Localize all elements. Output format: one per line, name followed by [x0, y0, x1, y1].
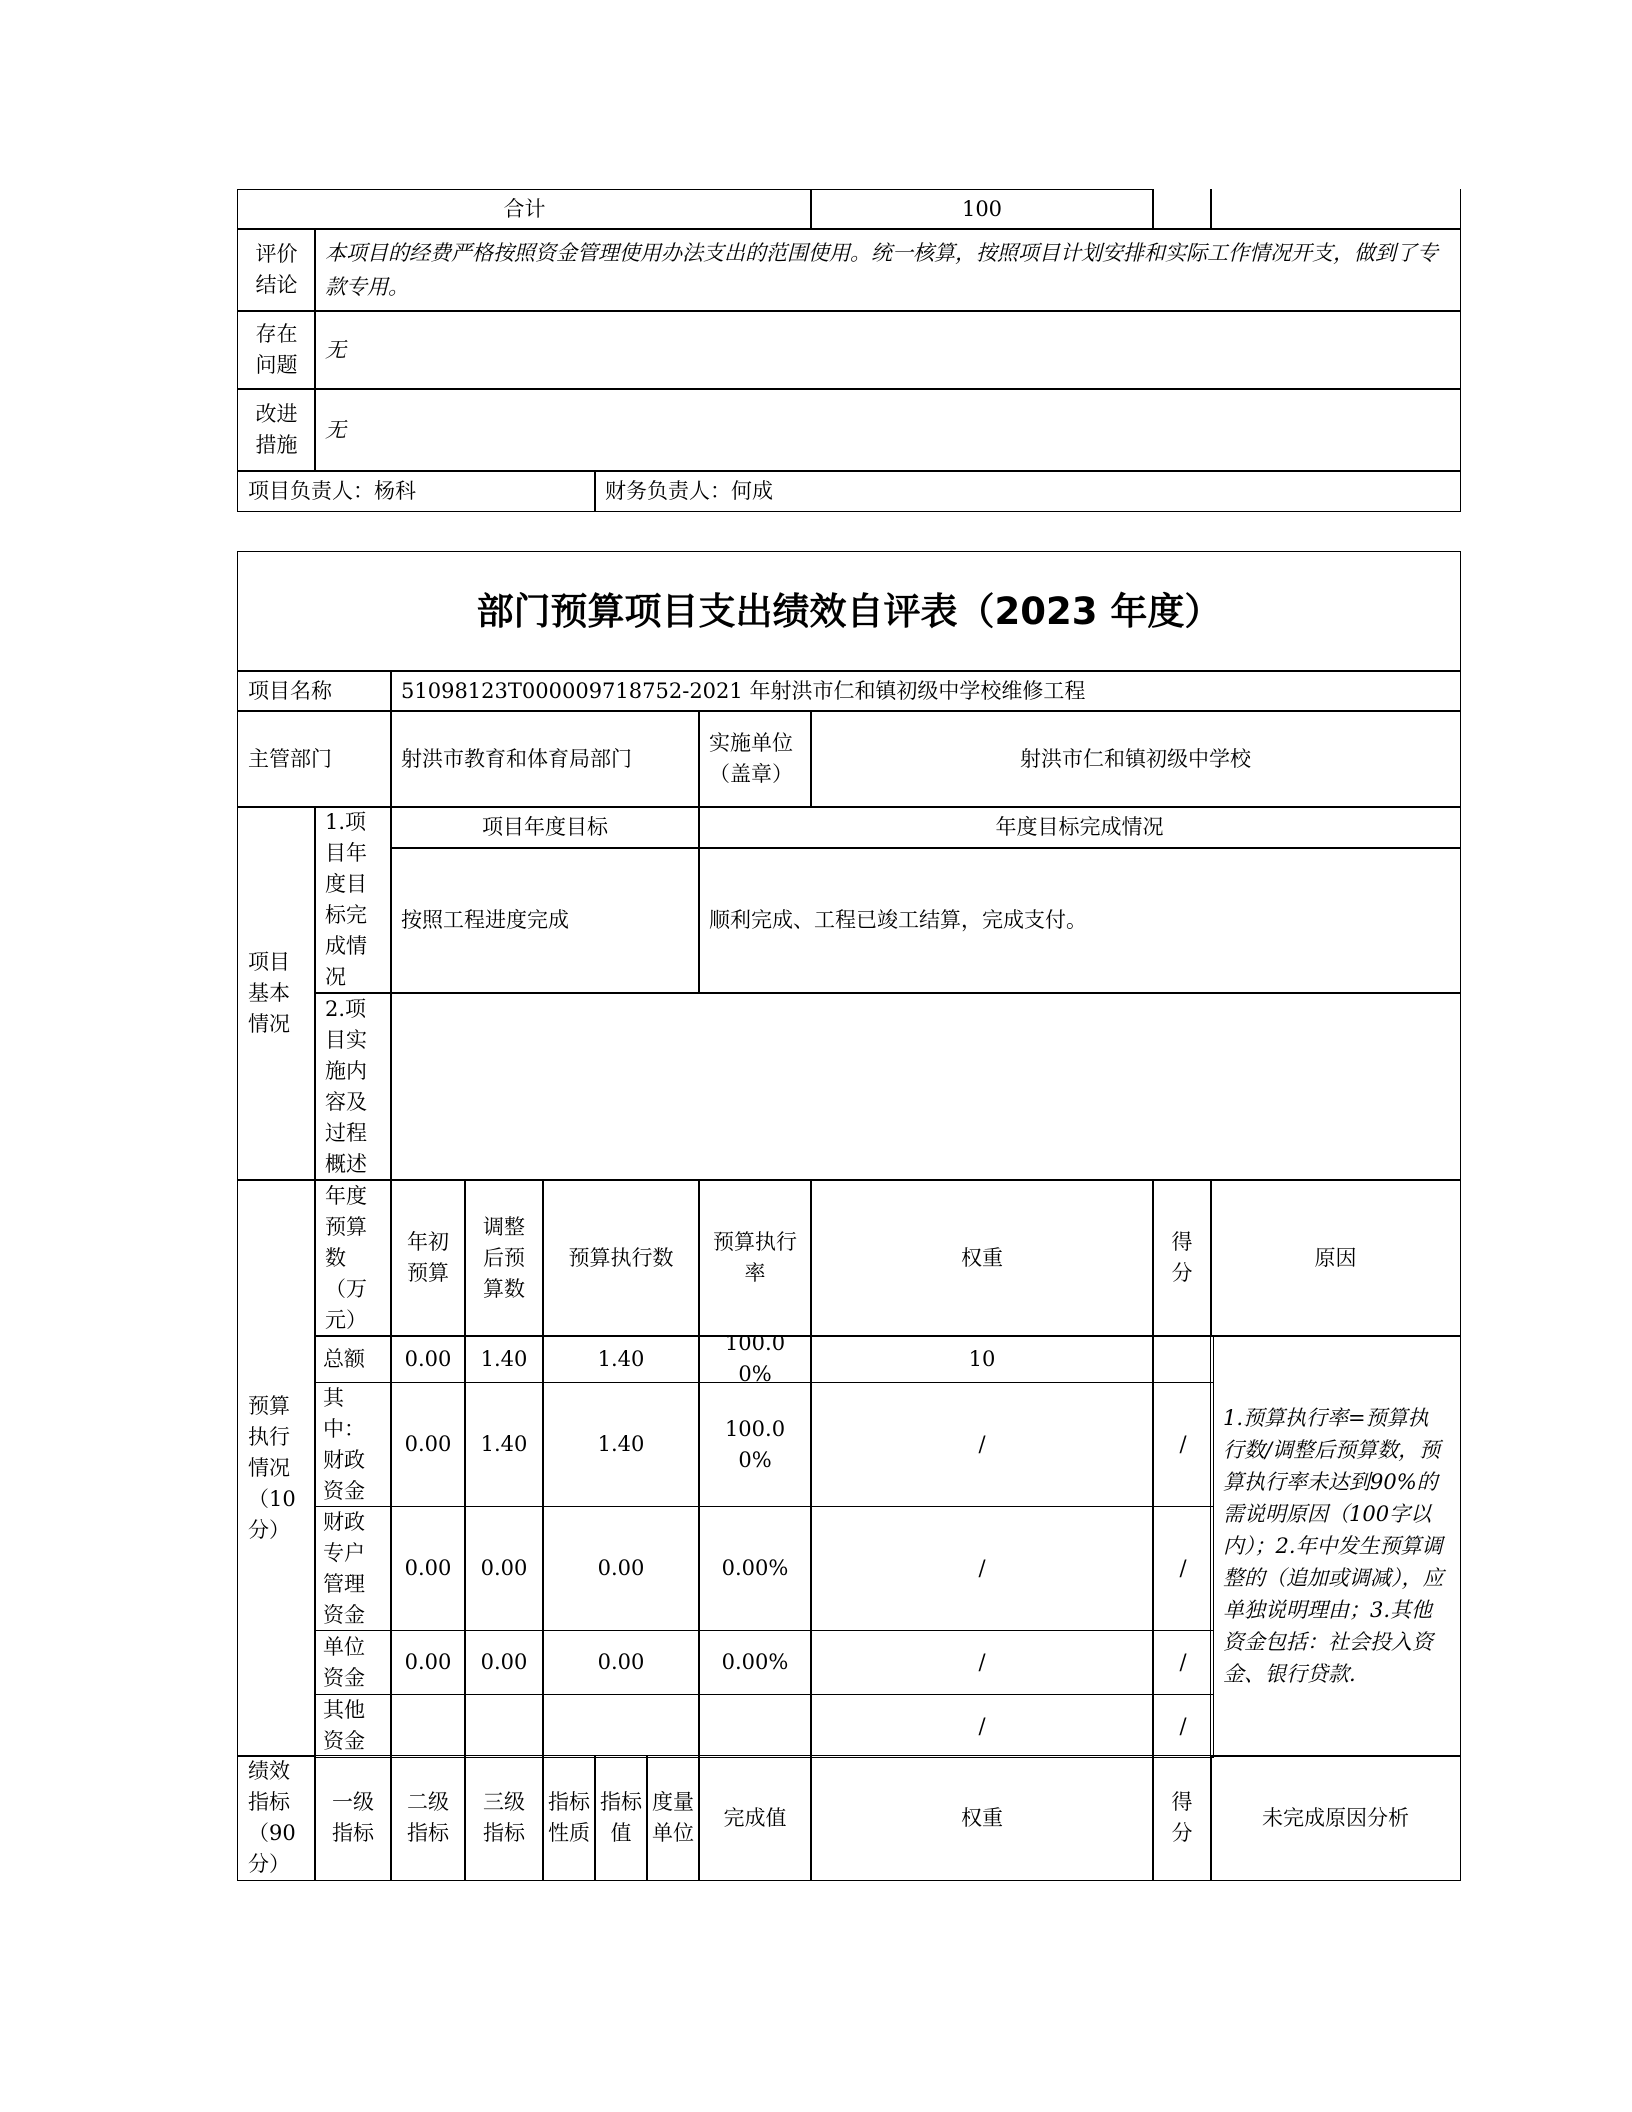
budget-cell-score: /: [1152, 1694, 1214, 1758]
budget-cell-executed: 0.00: [542, 1506, 700, 1631]
budget-cell-weight: /: [810, 1382, 1154, 1507]
perf-header-score: 得分: [1152, 1755, 1212, 1881]
budget-cell-adjusted: 0.00: [464, 1630, 544, 1695]
budget-label: 预算执行情况（10分）: [237, 1179, 316, 1757]
budget-cell-adjusted: 0.00: [464, 1506, 544, 1631]
process-label: 2.项目实施内容及过程概述: [314, 992, 392, 1181]
perf-header-actual: 完成值: [698, 1755, 812, 1881]
budget-cell-initial: 0.00: [390, 1630, 466, 1695]
evaluation-label: 评价结论: [237, 228, 316, 312]
completion-header: 年度目标完成情况: [698, 806, 1461, 849]
budget-cell-adjusted: [464, 1694, 544, 1758]
budget-cell-initial: 0.00: [390, 1382, 466, 1507]
budget-header-annual: 年度预算数（万元）: [314, 1179, 392, 1337]
perf-header-level1: 一级指标: [314, 1755, 392, 1881]
budget-header-adjusted: 调整后预算数: [464, 1179, 544, 1337]
form-title: 部门预算项目支出绩效自评表（2023 年度）: [237, 551, 1461, 672]
project-name-label: 项目名称: [237, 670, 392, 712]
goal-text: 按照工程进度完成: [390, 847, 700, 994]
budget-header-initial: 年初预算: [390, 1179, 466, 1337]
budget-cell-executed: 1.40: [542, 1335, 700, 1383]
completion-text: 顺利完成、工程已竣工结算，完成支付。: [698, 847, 1461, 994]
budget-header-weight: 权重: [810, 1179, 1154, 1337]
goal-section-label: 1.项目年度目标完成情况: [314, 806, 392, 994]
budget-cell-weight: /: [810, 1630, 1154, 1695]
evaluation-text: 本项目的经费严格按照资金管理使用办法支出的范围使用。统一核算，按照项目计划安排和实际工作情况开支，做到了专款专用。: [314, 228, 1461, 312]
perf-label: 绩效指标（90分）: [237, 1755, 316, 1881]
unit: 射洪市仁和镇初级中学校: [810, 710, 1461, 808]
budget-cell-rate: 100.00%: [698, 1382, 812, 1507]
improve-text: 无: [314, 388, 1461, 472]
process-text: [390, 992, 1461, 1181]
dept-label: 主管部门: [237, 710, 392, 808]
budget-cell-score: [1152, 1335, 1214, 1383]
budget-cell-row-label: 财政专户管理资金: [314, 1506, 392, 1631]
budget-cell-weight: /: [810, 1694, 1154, 1758]
budget-cell-row-label: 单位资金: [314, 1630, 392, 1695]
budget-cell-initial: 0.00: [390, 1335, 466, 1383]
perf-header-level2: 二级指标: [390, 1755, 466, 1881]
basic-label: 项目基本情况: [237, 806, 316, 1181]
budget-note: 1.预算执行率=预算执行数/调整后预算数，预算执行率未达到90%的需说明原因（100字以内）；2.年中发生预算调整的（追加或调减），应单独说明理由；3.其他资金包括：社会投入资金、银行贷款.: [1210, 1335, 1461, 1757]
finance-lead: 财务负责人：何成: [594, 470, 1461, 512]
budget-header-rate: 预算执行率: [698, 1179, 812, 1337]
budget-cell-executed: [542, 1694, 700, 1758]
perf-header-weight: 权重: [810, 1755, 1154, 1881]
budget-cell-weight: 10: [810, 1335, 1154, 1383]
unit-label: 实施单位（盖章）: [698, 710, 812, 808]
project-lead: 项目负责人：杨科: [237, 470, 596, 512]
issues-label: 存在问题: [237, 310, 316, 390]
issues-text: 无: [314, 310, 1461, 390]
budget-cell-row-label: 其中：财政资金: [314, 1382, 392, 1507]
budget-header-score: 得分: [1152, 1179, 1212, 1337]
budget-cell-score: /: [1152, 1506, 1214, 1631]
improve-label: 改进措施: [237, 388, 316, 472]
budget-header-executed: 预算执行数: [542, 1179, 700, 1337]
budget-cell-rate: 0.00%: [698, 1630, 812, 1695]
total-reason-cell: [1210, 189, 1461, 230]
perf-header-value: 指标值: [594, 1755, 648, 1881]
budget-cell-score: /: [1152, 1630, 1214, 1695]
budget-header-reason: 原因: [1210, 1179, 1461, 1337]
total-score-cell: [1152, 189, 1212, 230]
budget-cell-adjusted: 1.40: [464, 1335, 544, 1383]
project-name: 51098123T000009718752-2021 年射洪市仁和镇初级中学校维修工程: [390, 670, 1461, 712]
dept: 射洪市教育和体育局部门: [390, 710, 700, 808]
perf-header-nature: 指标性质: [542, 1755, 596, 1881]
budget-cell-executed: 0.00: [542, 1630, 700, 1695]
perf-header-level3: 三级指标: [464, 1755, 544, 1881]
goal-header: 项目年度目标: [390, 806, 700, 849]
budget-cell-score: /: [1152, 1382, 1214, 1507]
perf-header-analysis: 未完成原因分析: [1210, 1755, 1461, 1881]
budget-cell-rate: 100.00%: [698, 1335, 812, 1383]
budget-cell-executed: 1.40: [542, 1382, 700, 1507]
total-label: 合计: [237, 189, 812, 230]
perf-header-unit: 度量单位: [646, 1755, 700, 1881]
budget-cell-adjusted: 1.40: [464, 1382, 544, 1507]
total-weight: 100: [810, 189, 1154, 230]
budget-cell-row-label: 总额: [314, 1335, 392, 1383]
budget-cell-initial: [390, 1694, 466, 1758]
budget-cell-initial: 0.00: [390, 1506, 466, 1631]
budget-cell-weight: /: [810, 1506, 1154, 1631]
budget-cell-rate: [698, 1694, 812, 1758]
budget-cell-rate: 0.00%: [698, 1506, 812, 1631]
budget-cell-row-label: 其他资金: [314, 1694, 392, 1758]
